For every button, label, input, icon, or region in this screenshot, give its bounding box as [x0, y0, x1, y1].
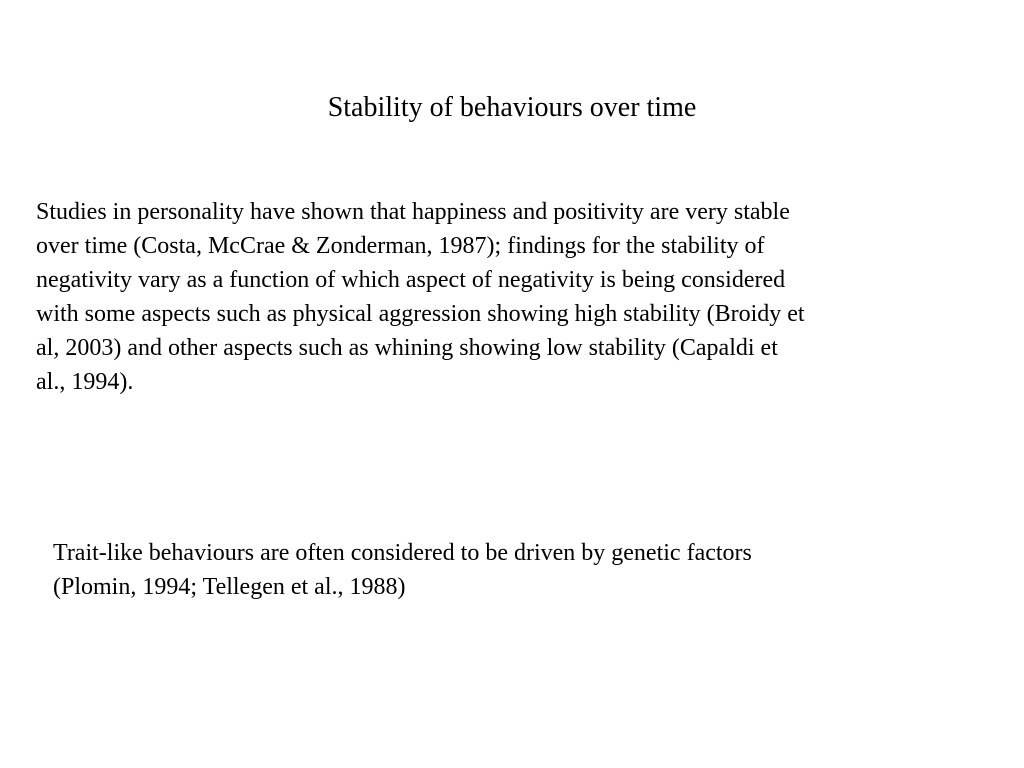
paragraph-line: over time (Costa, McCrae & Zonderman, 1987); findings for the stability of [36, 233, 765, 259]
paragraph-line: negativity vary as a function of which aspect of negativity is being considered [36, 267, 786, 293]
paragraph-line: Studies in personality have shown that happiness and positivity are very stable [36, 199, 790, 225]
paragraph-line: (Plomin, 1994; Tellegen et al., 1988) [53, 574, 406, 600]
paragraph-trait-genetics [53, 536, 752, 604]
slide-title: Stability of behaviours over time [327, 92, 697, 123]
paragraph-line: with some aspects such as physical aggression showing high stability (Broidy et [36, 301, 805, 327]
paragraph-line: Trait-like behaviours are often considered to be driven by genetic factors [53, 540, 752, 566]
paragraph-line: al., 1994). [36, 369, 134, 395]
paragraph-line: al, 2003) and other aspects such as whining showing low stability (Capaldi et [36, 335, 778, 361]
paragraph-personality-stability [36, 195, 805, 399]
